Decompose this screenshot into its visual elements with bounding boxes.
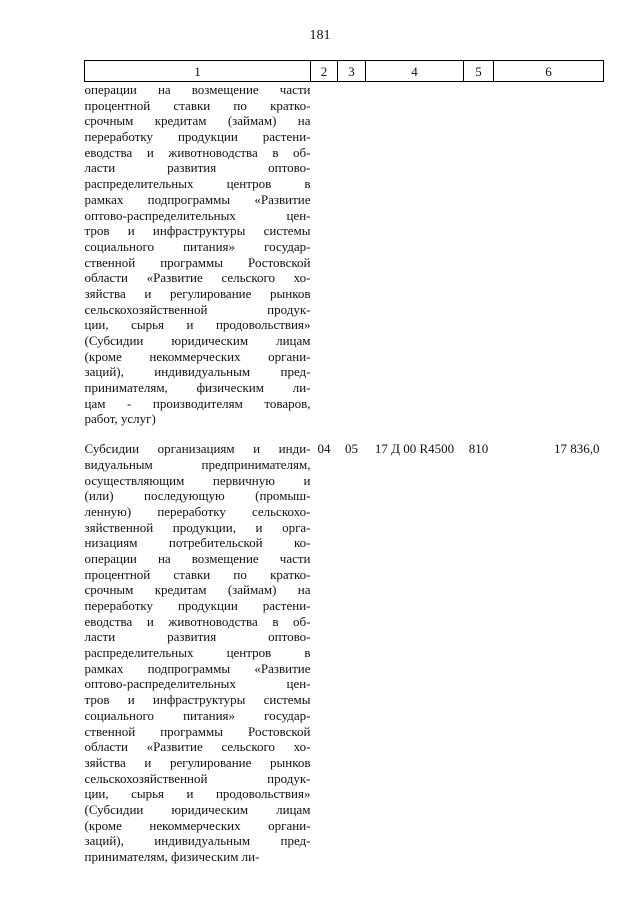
row-spacer — [85, 427, 604, 441]
description-line: работ, услуг) — [84, 411, 156, 427]
description-line: ственной программы Ростовской — [84, 254, 311, 270]
description-line: переработку продукции растени- — [84, 129, 311, 145]
description-line: ственной программы Ростовской — [84, 723, 311, 739]
description-line: срочным кредитам (займам) на — [84, 113, 311, 129]
description-line: ленную) переработку сельскохо- — [84, 503, 311, 519]
description-cell — [85, 441, 311, 865]
description-line: распределительных центров в — [84, 176, 311, 192]
description-line: оптово-распределительных цен- — [84, 676, 311, 692]
description-line: ласти развития оптово- — [84, 160, 311, 176]
description-line: заций), индивидуальным пред- — [84, 364, 311, 380]
description-line: цам - производителям товаров, — [84, 395, 311, 411]
description-line: (кроме некоммерческих органи- — [84, 348, 311, 364]
amount-cell: 17 836,0 — [554, 441, 600, 457]
description-line: видуальным предпринимателям, — [84, 456, 311, 472]
column-header: 1 — [85, 61, 311, 82]
subsection-code-cell — [338, 82, 366, 428]
description-line: области «Развитие сельского хо- — [84, 739, 311, 755]
description-line: (или) последующую (промыш- — [84, 488, 311, 504]
description-line: распределительных центров в — [84, 645, 311, 661]
description-line: осуществляющим первичную и — [84, 472, 311, 488]
description-line: зяйства и регулирование рынков — [84, 754, 311, 770]
table-header — [85, 61, 604, 82]
description-line: тров и инфраструктуры системы — [84, 223, 311, 239]
description-line: ласти развития оптово- — [84, 629, 311, 645]
description-line: области «Развитие сельского хо- — [84, 270, 311, 286]
description-line: Субсидии организациям и инди- — [84, 441, 311, 457]
description-line: (кроме некоммерческих органи- — [84, 817, 311, 833]
budget-table — [84, 60, 604, 865]
target-article-cell: 17 Д 00 R4500 — [374, 441, 455, 457]
description-line: процентной ставки по кратко- — [84, 97, 311, 113]
description-line: еводства и животноводства в об- — [84, 613, 311, 629]
column-header: 3 — [338, 61, 366, 82]
description-line: зяйственной продукции, и орга- — [84, 519, 311, 535]
description-line: социального питания» государ- — [84, 238, 311, 254]
column-header: 5 — [464, 61, 494, 82]
subsection-code-cell: 05 — [345, 441, 358, 457]
expense-type-cell: 810 — [468, 441, 489, 457]
table-row — [85, 82, 604, 428]
section-code-cell: 04 — [317, 441, 331, 457]
description-line: еводства и животноводства в об- — [84, 144, 311, 160]
description-line: ции, сырья и продовольствия» — [84, 317, 311, 333]
description-cell — [85, 82, 311, 428]
target-article-cell — [366, 82, 464, 428]
section-code-cell — [311, 82, 338, 428]
description-line: рамках подпрограммы «Развитие — [84, 660, 311, 676]
column-header: 2 — [311, 61, 338, 82]
description-line: заций), индивидуальным пред- — [84, 833, 311, 849]
description-line: операции на возмещение части — [84, 550, 311, 566]
description-line: принимателям, физическим ли- — [84, 849, 260, 864]
description-line: переработку продукции растени- — [84, 598, 311, 613]
column-header: 4 — [366, 61, 464, 82]
description-line: операции на возмещение части — [84, 82, 311, 97]
description-line: социального питания» государ- — [84, 707, 311, 723]
description-line: оптово-распределительных цен- — [84, 207, 311, 223]
description-line: зяйства и регулирование рынков — [84, 285, 311, 301]
description-line: (Субсидии юридическим лицам — [84, 333, 311, 348]
description-line: срочным кредитам (займам) на — [84, 582, 311, 598]
description-line: сельскохозяйственной продук- — [84, 770, 311, 786]
table-body — [85, 82, 604, 865]
column-header: 6 — [494, 61, 604, 82]
description-line: процентной ставки по кратко- — [84, 566, 311, 582]
table-row — [85, 441, 604, 865]
description-line: ции, сырья и продовольствия» — [84, 786, 311, 802]
description-line: тров и инфраструктуры системы — [84, 692, 311, 708]
header-row — [85, 61, 604, 82]
description-line: (Субсидии юридическим лицам — [84, 801, 311, 817]
page-number: 181 — [309, 28, 331, 43]
amount-cell — [494, 82, 604, 428]
description-line: рамках подпрограммы «Развитие — [84, 191, 311, 207]
expense-type-cell — [464, 82, 494, 428]
description-line: низациям потребительской ко- — [84, 535, 311, 551]
description-line: принимателям, физическим ли- — [84, 380, 311, 396]
description-line: сельскохозяйственной продук- — [84, 301, 311, 317]
